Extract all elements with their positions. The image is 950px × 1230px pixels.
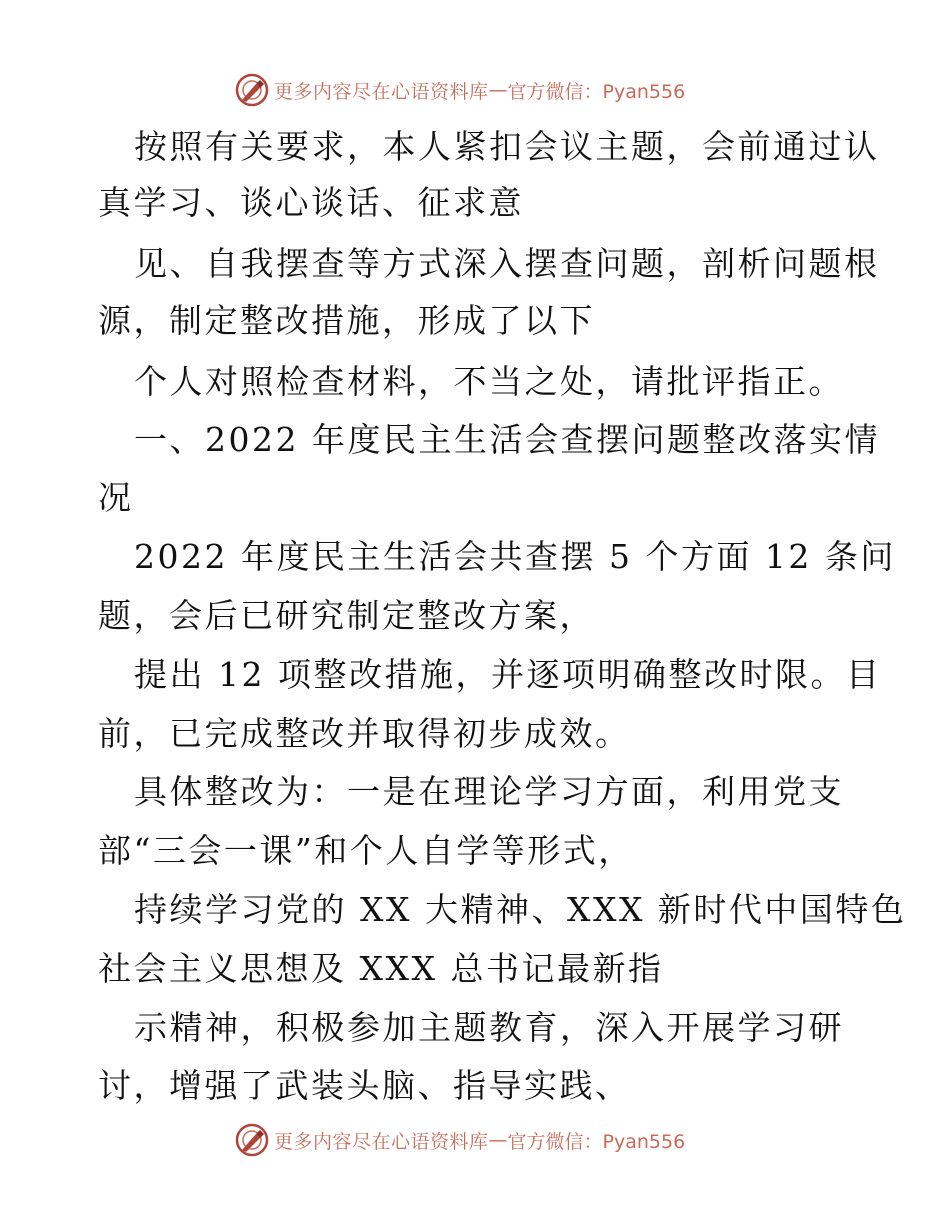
- section-heading-cont: 况: [98, 478, 134, 517]
- text-line: 部“三会一课”和个人自学等形式，: [98, 831, 634, 870]
- text-line: 前，已完成整改并取得初步成效。: [98, 714, 631, 753]
- footer-watermark: [234, 1120, 685, 1160]
- watermark-site-text: 更多内容尽在心语资料库: [274, 80, 489, 103]
- watermark-wechat-text: 官方微信：Pyan556: [507, 80, 686, 103]
- text-line: 题，会后已研究制定整改方案，: [98, 596, 595, 635]
- text-line: 个人对照检查材料，不当之处，请批评指正。: [134, 362, 844, 401]
- watermark-separator: —: [488, 1129, 508, 1151]
- header-watermark: [234, 70, 685, 110]
- section-heading: 一、2022 年度民主生活会查摆问题整改落实情: [134, 420, 880, 459]
- text-line: 具体整改为：一是在理论学习方面，利用党支: [134, 772, 844, 811]
- text-line: 2022 年度民主生活会共查摆 5 个方面 12 条问: [134, 537, 896, 576]
- pen-logo-icon: [234, 1122, 270, 1158]
- text-line: 社会主义思想及 XXX 总书记最新指: [98, 949, 664, 988]
- watermark-separator: —: [488, 79, 508, 101]
- watermark-wechat-text: 官方微信：Pyan556: [507, 1130, 686, 1153]
- text-line: 按照有关要求，本人紧扣会议主题，会前通过认: [134, 127, 880, 166]
- text-line: 示精神，积极参加主题教育，深入开展学习研: [134, 1008, 844, 1047]
- text-line: 真学习、谈心谈话、征求意: [98, 183, 524, 222]
- text-line: 提出 12 项整改措施，并逐项明确整改时限。目: [134, 655, 882, 694]
- text-line: 讨，增强了武装头脑、指导实践、: [98, 1066, 631, 1105]
- text-line: 见、自我摆查等方式深入摆查问题，剖析问题根: [134, 244, 880, 283]
- text-line: 持续学习党的 XX 大精神、XXX 新时代中国特色: [134, 890, 907, 929]
- text-line: 源，制定整改措施，形成了以下: [98, 301, 595, 340]
- watermark-site-text: 更多内容尽在心语资料库: [274, 1130, 489, 1153]
- pen-logo-icon: [234, 72, 270, 108]
